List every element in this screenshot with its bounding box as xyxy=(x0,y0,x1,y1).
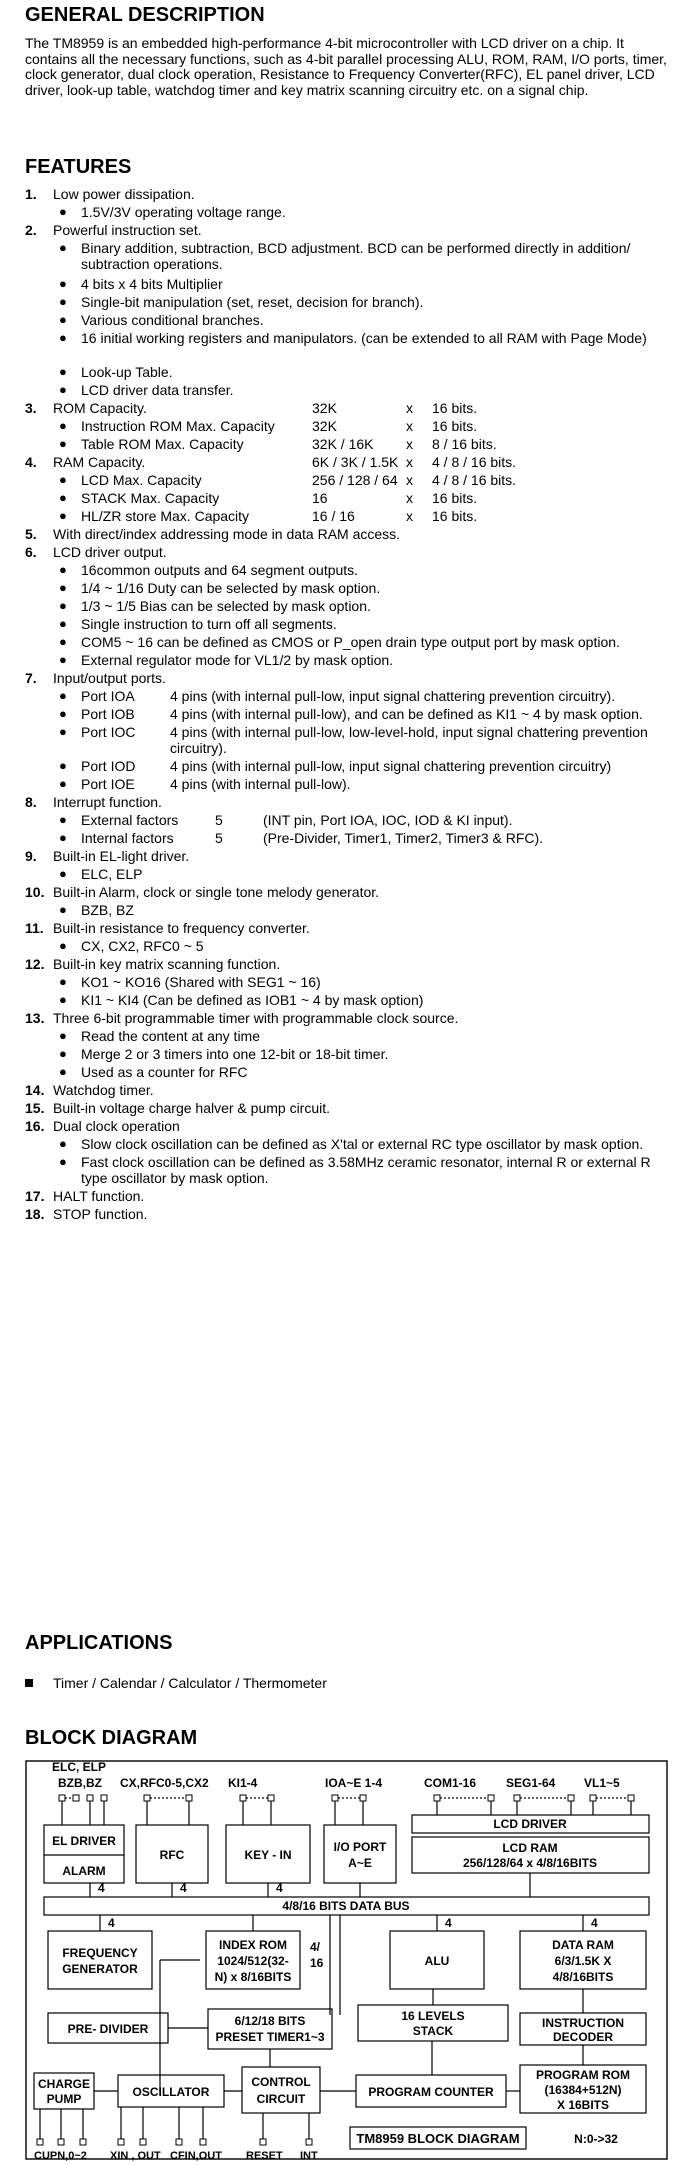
feature-subitem-text: KI1 ~ KI4 (Can be defined as IOB1 ~ 4 by mask option) xyxy=(81,992,424,1008)
feature-subitem-text: Look-up Table. xyxy=(81,364,173,380)
feature-subitem-text: Used as a counter for RFC xyxy=(81,1064,248,1080)
feature-multiplier: x xyxy=(406,454,413,470)
bus-width-label: 4 xyxy=(276,1881,283,1895)
feature-item xyxy=(0,1010,698,1026)
bullet-icon: ● xyxy=(59,974,67,989)
control-circuit-block: CONTROL xyxy=(251,2075,311,2089)
feature-subitem-label: Port IOC xyxy=(81,724,136,740)
index-rom-size: 1024/512(32- xyxy=(217,1954,289,1968)
feature-subitem-multiplier: x xyxy=(406,490,413,506)
lcd-ram-block: LCD RAM xyxy=(502,1841,558,1855)
control-circuit-label: CIRCUIT xyxy=(256,2092,306,2106)
feature-number: 4. xyxy=(25,454,37,470)
feature-subitem-text: BZB, BZ xyxy=(81,902,134,918)
bullet-icon: ● xyxy=(59,436,67,451)
feature-capacity: 32K xyxy=(312,400,337,416)
bus-width-label: 4 xyxy=(108,1916,115,1930)
feature-item xyxy=(0,222,698,238)
feature-subitem-bits: 16 bits. xyxy=(432,418,478,434)
bullet-icon: ● xyxy=(59,616,67,631)
io-port-range: A~E xyxy=(348,1856,372,1870)
feature-item xyxy=(0,526,698,542)
feature-item xyxy=(0,1206,698,1222)
bullet-icon: ● xyxy=(59,830,67,845)
feature-subitem-text: KO1 ~ KO16 (Shared with SEG1 ~ 16) xyxy=(81,974,321,990)
application-text: Timer / Calendar / Calculator / Thermometer xyxy=(53,1675,327,1691)
bus-width-label: 4 xyxy=(591,1916,598,1930)
bullet-icon: ● xyxy=(59,812,67,827)
feature-number: 12. xyxy=(25,956,45,972)
bullet-icon: ● xyxy=(59,204,67,219)
feature-title: Interrupt function. xyxy=(53,794,162,810)
feature-subitem-text: 1/4 ~ 1/16 Duty can be selected by mask option. xyxy=(81,580,381,596)
feature-bits: 16 bits. xyxy=(432,400,478,416)
pin-label-xin: XIN , OUT xyxy=(110,2150,161,2162)
pin-label-cupn: CUPN,0~2 xyxy=(34,2150,87,2162)
feature-subitem-desc: 4 pins (with internal pull-low, input signal chattering prevention circuitry) xyxy=(170,758,612,774)
bullet-icon: ● xyxy=(59,634,67,649)
feature-item xyxy=(0,454,698,470)
pin-label-seg: SEG1-64 xyxy=(506,1776,556,1790)
feature-subitem-label: Port IOA xyxy=(81,688,135,704)
pre-divider-block: PRE- DIVIDER xyxy=(67,2022,149,2036)
index-rom-block: INDEX ROM xyxy=(218,1938,288,1952)
feature-title: STOP function. xyxy=(53,1206,148,1222)
feature-title: Built-in Alarm, clock or single tone melody generator. xyxy=(53,884,380,900)
feature-number: 9. xyxy=(25,848,37,864)
io-port-block: I/O PORT xyxy=(333,1840,387,1854)
feature-title: ROM Capacity. xyxy=(53,400,147,416)
feature-number: 15. xyxy=(25,1100,45,1116)
feature-subitem-desc: (Pre-Divider, Timer1, Timer2, Timer3 & RFC). xyxy=(263,830,544,846)
bullet-icon: ● xyxy=(59,364,67,379)
bullet-icon: ● xyxy=(59,382,67,397)
feature-title: Built-in EL-light driver. xyxy=(53,848,190,864)
feature-multiplier: x xyxy=(406,400,413,416)
feature-item xyxy=(0,956,698,972)
index-rom-width: N) x 8/16BITS xyxy=(214,1970,292,1984)
bullet-icon: ● xyxy=(59,1028,67,1043)
feature-title: Input/output ports. xyxy=(53,670,166,686)
stack-label: STACK xyxy=(412,2024,454,2038)
feature-number: 1. xyxy=(25,186,37,202)
bullet-icon: ● xyxy=(59,598,67,613)
feature-subitem-text: ELC, ELP xyxy=(81,866,143,882)
feature-number: 2. xyxy=(25,222,37,238)
feature-subitem-text: COM5 ~ 16 can be defined as CMOS or P_open drain type output port by mask option. xyxy=(81,634,620,650)
feature-subitem-capacity: 16 xyxy=(312,490,328,506)
feature-subitem-label: Table ROM Max. Capacity xyxy=(81,436,244,452)
general-description-heading: GENERAL DESCRIPTION xyxy=(25,4,265,26)
feature-subitem-label: Port IOB xyxy=(81,706,135,722)
feature-subitem-bits: 16 bits. xyxy=(432,490,478,506)
feature-title: Powerful instruction set. xyxy=(53,222,202,238)
bullet-icon: ● xyxy=(59,992,67,1007)
bullet-icon: ● xyxy=(59,276,67,291)
frequency-generator-label: GENERATOR xyxy=(62,1962,138,1976)
feature-subitem-capacity: 32K xyxy=(312,418,337,434)
program-counter-block: PROGRAM COUNTER xyxy=(368,2085,494,2099)
bullet-icon: ● xyxy=(59,508,67,523)
bullet-icon: ● xyxy=(59,490,67,505)
feature-title: Built-in key matrix scanning function. xyxy=(53,956,281,972)
instruction-decoder-block: INSTRUCTION xyxy=(542,2016,624,2030)
feature-title: Dual clock operation xyxy=(53,1118,180,1134)
feature-subitem-text: Fast clock oscillation can be defined as 3.58MHz ceramic resonator, internal R or external R type oscillator by mask option. xyxy=(81,1154,651,1186)
feature-subitem-text: CX, CX2, RFC0 ~ 5 xyxy=(81,938,204,954)
feature-item xyxy=(0,848,698,864)
bullet-icon: ● xyxy=(59,706,67,721)
diagram-caption: TM8959 BLOCK DIAGRAM xyxy=(356,2131,520,2146)
feature-subitem-label: Internal factors xyxy=(81,830,174,846)
feature-subitem-multiplier: x xyxy=(406,436,413,452)
bullet-icon: ● xyxy=(59,758,67,773)
feature-item xyxy=(0,400,698,416)
charge-pump-block: CHARGE xyxy=(37,2077,91,2091)
bus-width-label: 4 xyxy=(180,1881,187,1895)
feature-subitem-bits: 4 / 8 / 16 bits. xyxy=(432,472,517,488)
program-rom-block: PROGRAM ROM xyxy=(536,2068,630,2082)
feature-subitem-text: LCD driver data transfer. xyxy=(81,382,234,398)
data-ram-block: DATA RAM xyxy=(552,1938,614,1952)
feature-subitem-text: Slow clock oscillation can be defined as X'tal or external RC type oscillator by mask option. xyxy=(81,1136,644,1152)
feature-subitem-multiplier: x xyxy=(406,472,413,488)
el-driver-block: EL DRIVER xyxy=(52,1834,116,1848)
feature-number: 5. xyxy=(25,526,37,542)
data-ram-width: 4/8/16BITS xyxy=(552,1970,614,1984)
feature-subitem-capacity: 256 / 128 / 64 xyxy=(312,472,398,488)
feature-subitem-label: Port IOD xyxy=(81,758,136,774)
feature-subitem-capacity: 32K / 16K xyxy=(312,436,374,452)
feature-subitem-desc: 4 pins (with internal pull-low, input signal chattering prevention circuitry). xyxy=(170,688,616,704)
feature-subitem-text: External regulator mode for VL1/2 by mask option. xyxy=(81,652,394,668)
pin-label-int: INT xyxy=(300,2150,318,2162)
feature-subitem-text: 1/3 ~ 1/5 Bias can be selected by mask option. xyxy=(81,598,371,614)
pin-label-vl: VL1~5 xyxy=(584,1776,620,1790)
feature-subitem-label: Instruction ROM Max. Capacity xyxy=(81,418,275,434)
feature-number: 11. xyxy=(25,920,44,936)
feature-title: Three 6-bit programmable timer with programmable clock source. xyxy=(53,1010,459,1026)
bus-width-label: 4 xyxy=(98,1881,105,1895)
feature-number: 18. xyxy=(25,1206,45,1222)
feature-number: 13. xyxy=(25,1010,45,1026)
feature-subitem-label: External factors xyxy=(81,812,179,828)
bullet-icon: ● xyxy=(59,902,67,917)
pin-label-ki: KI1-4 xyxy=(228,1776,258,1790)
timer-label: PRESET TIMER1~3 xyxy=(215,2030,325,2044)
feature-subitem-text: Merge 2 or 3 timers into one 12-bit or 18-bit timer. xyxy=(81,1046,389,1062)
feature-subitem-text: Binary addition, subtraction, BCD adjustment. BCD can be performed directly in addition/ subtraction operations. xyxy=(81,240,631,272)
bullet-icon: ● xyxy=(59,1046,67,1061)
feature-subitem-text: Single instruction to turn off all segments. xyxy=(81,616,337,632)
feature-subitem-bits: 8 / 16 bits. xyxy=(432,436,497,452)
feature-number: 16. xyxy=(25,1118,45,1134)
n-range-label: N:0->32 xyxy=(574,2132,618,2146)
timer-block: 6/12/18 BITS xyxy=(234,2014,306,2028)
feature-subitem-label: LCD Max. Capacity xyxy=(81,472,202,488)
lcd-driver-block: LCD DRIVER xyxy=(493,1817,567,1831)
instruction-decoder-label: DECODER xyxy=(552,2030,614,2044)
feature-number: 17. xyxy=(25,1188,45,1204)
bus-width-bottom: 16 xyxy=(310,1956,324,1970)
bullet-icon: ● xyxy=(59,776,67,791)
features-heading: FEATURES xyxy=(25,156,132,178)
bullet-icon: ● xyxy=(59,240,67,255)
feature-item xyxy=(0,670,698,686)
feature-subitem-text: Read the content at any time xyxy=(81,1028,260,1044)
lcd-ram-size: 256/128/64 x 4/8/16BITS xyxy=(462,1856,598,1870)
feature-title: Built-in resistance to frequency converter. xyxy=(53,920,310,936)
oscillator-block: OSCILLATOR xyxy=(132,2085,210,2099)
feature-subitem-multiplier: x xyxy=(406,418,413,434)
feature-number: 14. xyxy=(25,1082,45,1098)
bullet-icon: ● xyxy=(59,938,67,953)
applications-heading: APPLICATIONS xyxy=(25,1632,173,1654)
pin-label-io: IOA~E 1-4 xyxy=(325,1776,383,1790)
feature-title: HALT function. xyxy=(53,1188,145,1204)
bullet-icon: ● xyxy=(59,688,67,703)
pin-label-reset: RESET xyxy=(246,2150,283,2162)
feature-number: 6. xyxy=(25,544,37,560)
bullet-icon: ● xyxy=(59,472,67,487)
program-rom-size: (16384+512N) xyxy=(544,2083,622,2097)
feature-title: With direct/index addressing mode in data RAM access. xyxy=(53,526,401,542)
feature-subitem-label: STACK Max. Capacity xyxy=(81,490,220,506)
feature-number: 3. xyxy=(25,400,37,416)
key-in-block: KEY - IN xyxy=(244,1848,292,1862)
bus-width-top: 4/ xyxy=(310,1940,321,1954)
feature-item xyxy=(0,1118,698,1134)
bullet-icon: ● xyxy=(59,1154,67,1169)
application-item xyxy=(0,1675,698,1693)
program-rom-width: X 16BITS xyxy=(556,2098,610,2112)
bullet-icon: ● xyxy=(59,330,67,345)
feature-subitem-capacity: 16 / 16 xyxy=(312,508,355,524)
frequency-generator-block: FREQUENCY xyxy=(62,1946,138,1960)
pin-label-rfc: CX,RFC0-5,CX2 xyxy=(120,1776,209,1790)
feature-title: Built-in voltage charge halver & pump circuit. xyxy=(53,1100,331,1116)
alarm-block: ALARM xyxy=(62,1864,106,1878)
feature-subitem-desc: (INT pin, Port IOA, IOC, IOD & KI input). xyxy=(263,812,513,828)
feature-subitem-multiplier: x xyxy=(406,508,413,524)
feature-subitem-bits: 16 bits. xyxy=(432,508,478,524)
bullet-icon: ● xyxy=(59,652,67,667)
stack-block: 16 LEVELS xyxy=(401,2009,465,2023)
feature-subitem-desc: 4 pins (with internal pull-low), and can be defined as KI1 ~ 4 by mask option. xyxy=(170,706,643,722)
feature-item xyxy=(0,1100,698,1116)
charge-pump-label: PUMP xyxy=(46,2092,82,2106)
feature-title: Low power dissipation. xyxy=(53,186,195,202)
feature-subitem-text: 1.5V/3V operating voltage range. xyxy=(81,204,286,220)
feature-item xyxy=(0,794,698,810)
pin-label-cfin: CFIN,OUT xyxy=(170,2150,222,2162)
feature-item xyxy=(0,544,698,560)
data-ram-size: 6/3/1.5K X xyxy=(554,1954,612,1968)
feature-subitem-text: 4 bits x 4 bits Multiplier xyxy=(81,276,223,292)
bullet-icon: ● xyxy=(59,562,67,577)
feature-subitem-text: 16 initial working registers and manipulators. (can be extended to all RAM with Page Mode) xyxy=(81,330,647,346)
data-bus: 4/8/16 BITS DATA BUS xyxy=(282,1899,410,1913)
feature-title: LCD driver output. xyxy=(53,544,167,560)
feature-subitem-label: Port IOE xyxy=(81,776,135,792)
feature-title: Watchdog timer. xyxy=(53,1082,154,1098)
alu-block: ALU xyxy=(424,1954,450,1968)
feature-subitem-text: 16common outputs and 64 segment outputs. xyxy=(81,562,359,578)
bullet-icon: ● xyxy=(59,724,67,739)
feature-title: RAM Capacity. xyxy=(53,454,146,470)
bullet-icon: ● xyxy=(59,1064,67,1079)
feature-subitem-text: Single-bit manipulation (set, reset, decision for branch). xyxy=(81,294,424,310)
bullet-icon: ● xyxy=(59,294,67,309)
feature-bits: 4 / 8 / 16 bits. xyxy=(432,454,517,470)
feature-number: 7. xyxy=(25,670,37,686)
feature-subitem-label: HL/ZR store Max. Capacity xyxy=(81,508,250,524)
bullet-icon: ● xyxy=(59,580,67,595)
block-diagram-heading: BLOCK DIAGRAM xyxy=(25,1727,198,1749)
pin-label-com: COM1-16 xyxy=(424,1776,477,1790)
feature-item xyxy=(0,920,698,936)
feature-subitem-desc: 4 pins (with internal pull-low, low-level-hold, input signal chattering prevention circuitry). xyxy=(170,724,648,756)
feature-number: 8. xyxy=(25,794,37,810)
feature-subitem-text: Various conditional branches. xyxy=(81,312,264,328)
feature-capacity: 6K / 3K / 1.5K xyxy=(312,454,399,470)
pin-label-bzb-bz: BZB,BZ xyxy=(58,1776,102,1790)
feature-subitem-count: 5 xyxy=(215,830,223,846)
block-diagram xyxy=(0,1755,698,2165)
bullet-icon: ● xyxy=(59,418,67,433)
feature-number: 10. xyxy=(25,884,45,900)
rfc-block: RFC xyxy=(159,1848,185,1862)
feature-item xyxy=(0,1188,698,1204)
feature-subitem-desc: 4 pins (with internal pull-low). xyxy=(170,776,351,792)
feature-subitem-count: 5 xyxy=(215,812,223,828)
general-description-text: The TM8959 is an embedded high-performance 4-bit microcontroller with LCD driver on a chip. It contains all the necessary functions, such as 4-bit parallel processing ALU, ROM, RAM, I/O ports, timer, clock generator, dual clock operation, Resistance to Frequency Converter(RFC), EL panel driver, LCD driver, look-up table, watchdog timer and key matrix scanning circuitry etc. on a signal chip. xyxy=(25,35,667,98)
bullet-icon: ● xyxy=(59,1136,67,1151)
feature-item xyxy=(0,186,698,202)
feature-item xyxy=(0,1082,698,1098)
square-bullet-icon xyxy=(25,1679,33,1687)
bus-width-label: 4 xyxy=(445,1916,452,1930)
bullet-icon: ● xyxy=(59,866,67,881)
bullet-icon: ● xyxy=(59,312,67,327)
feature-item xyxy=(0,884,698,900)
pin-label-elc-elp: ELC, ELP xyxy=(52,1760,107,1774)
